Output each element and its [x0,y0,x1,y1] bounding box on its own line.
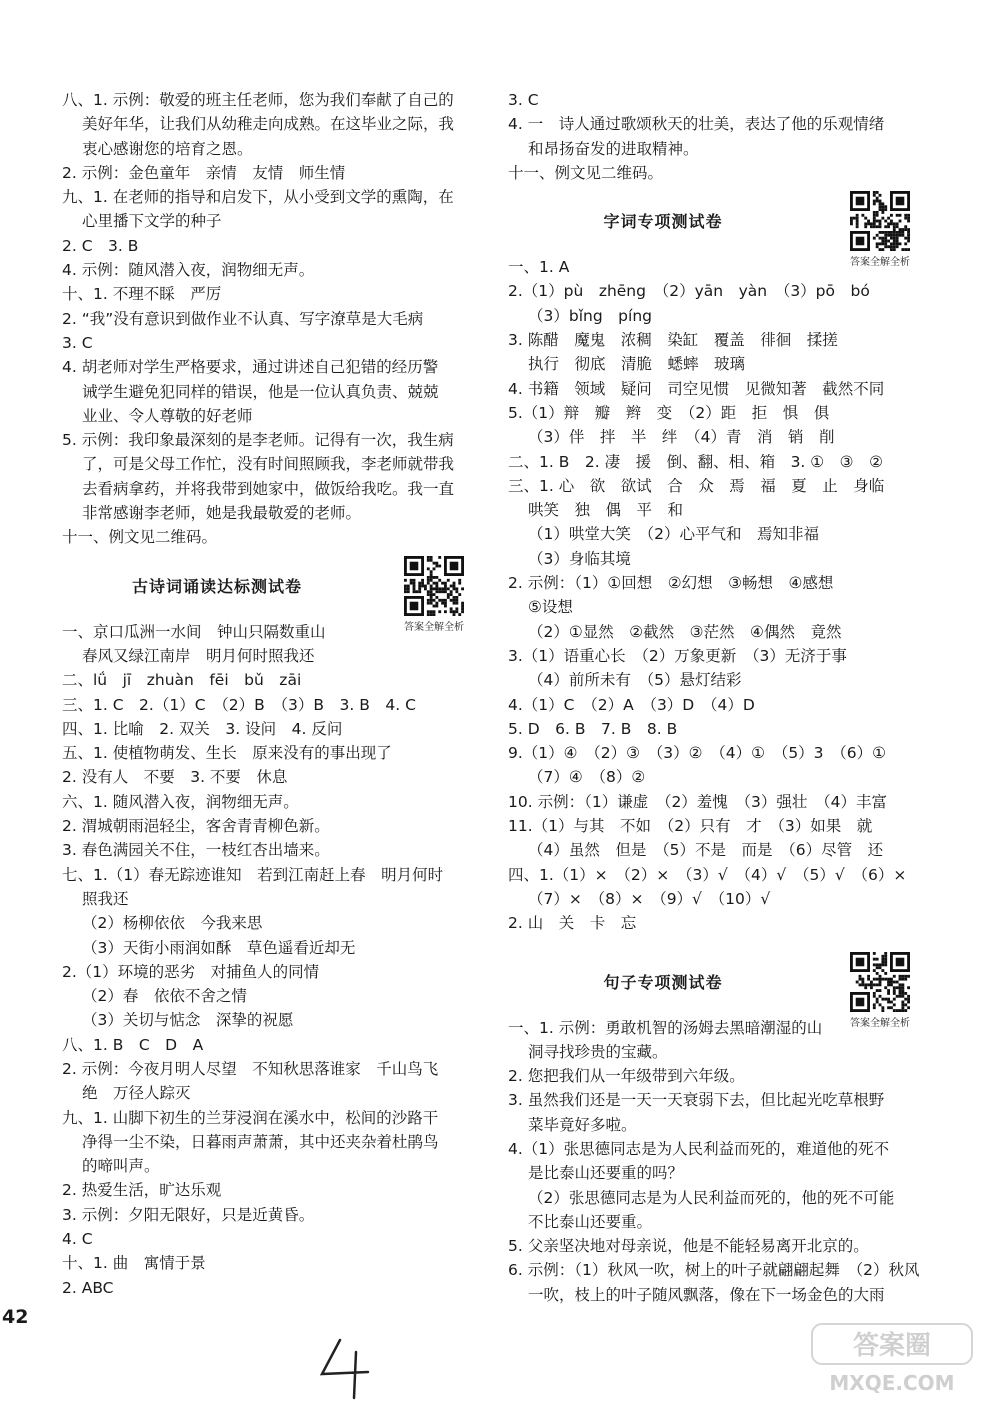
answer-line: 洞寻找珍贵的宝藏。 [528,1042,668,1061]
answer-line: 美好年华，让我们从幼稚走向成熟。在这毕业之际，我 [82,115,455,134]
answer-line: 四、1. 比喻 2. 双关 3. 设问 4. 反问 [62,719,343,738]
answer-line: 2. 您把我们从一年级带到六年级。 [508,1067,745,1086]
answer-line: 十一、例文见二维码。 [62,528,218,547]
answer-line: 五、1. 使植物萌发、生长 原来没有的事出现了 [62,744,392,763]
svg-text:答案圈: 答案圈 [852,1331,932,1361]
answer-line: 照我还 [82,889,129,908]
answer-line: 八、1. B C D A [62,1035,204,1054]
answer-line: 和昂扬奋发的进取精神。 [528,139,699,158]
answer-line: 十、1. 曲 寓情于景 [62,1254,206,1273]
answer-line: 3. 示例：夕阳无限好，只是近黄昏。 [62,1205,315,1224]
answer-line: 9.（1）④ （2）③ （3）② （4）① （5）3 （6）① [508,744,887,763]
answer-line: （1）哄堂大笑 （2）心平气和 焉知非福 [528,525,819,544]
answer-line: 去看病拿药，并将我带到她家中，做饭给我吃。我一直 [82,479,455,498]
answer-line: 六、1. 随风潜入夜，润物细无声。 [62,792,299,811]
answer-line: 净得一尘不染，日暮雨声萧萧，其中还夹杂着杜鹃鸟 [82,1132,439,1151]
answer-line: 业业、令人尊敬的好老师 [82,406,253,425]
answer-line: （2）①显然 ②截然 ③茫然 ④偶然 竟然 [528,622,842,641]
left-answers-part1 [62,88,482,550]
answer-line: 七、1.（1）春无踪迹谁知 若到江南赶上春 明月何时 [62,865,444,884]
answer-line: 心里播下文学的种子 [82,212,222,231]
answer-line: 四、1.（1）× （2）× （3）√ （4）√ （5）√ （6）× [508,865,907,884]
answer-line: 三、1. C 2.（1）C （2）B （3）B 3. B 4. C [62,695,416,714]
answer-line: （7）④ （8）② [528,768,646,787]
answer-line: 绝 万径人踪灭 [82,1084,191,1103]
answer-line: （3）身临其境 [528,549,631,568]
answer-line: 三、1. 心 欲 欲试 合 众 焉 福 夏 止 身临 [508,476,885,495]
answer-line: 春风又绿江南岸 明月何时照我还 [82,646,315,665]
qr-code-icon[interactable] [850,952,910,1012]
handwritten-mark [316,1338,376,1400]
answer-line: 3.（1）语重心长 （2）万象更新 （3）无济于事 [508,646,847,665]
right-answers-part3 [508,1016,928,1308]
answer-line: 5.（1）辩 瓣 辫 变 （2）距 拒 惧 俱 [508,403,830,422]
answer-line: （3）伴 拌 半 绊 （4）青 消 销 削 [528,428,835,447]
answer-line: 八、1. 示例：敬爱的班主任老师，您为我们奉献了自己的 [62,91,454,109]
right-answers-part1 [508,88,928,185]
answer-line: （7）× （8）× （9）√ （10）√ [528,889,771,908]
answer-line: 是比泰山还要重的吗？ [528,1164,684,1183]
answer-line: 2. 渭城朝雨浥轻尘，客舍青青柳色新。 [62,817,330,836]
answer-line: 诫学生避免犯同样的错误，他是一位认真负责、兢兢 [82,382,439,401]
section-title: 字词专项测试卷 [603,212,723,232]
svg-text:MXQE.COM: MXQE.COM [829,1371,955,1395]
answer-line: 2. 没有人 不要 3. 不要 休息 [62,768,288,787]
answer-line: （4）虽然 但是 （5）不是 而是 （6）尽管 还 [528,841,884,860]
answer-line: 2.（1）环境的恶劣 对捕鱼人的同情 [62,962,320,981]
left-column [62,88,482,1300]
answer-line: （4）前所未有 （5）悬灯结彩 [528,671,742,690]
qr-code-icon[interactable] [850,191,910,251]
answer-line: 2.（1）pù zhēng （2）yān yàn （3）pō bó [508,282,870,301]
right-column [508,88,928,1307]
answer-line: 十、1. 不理不睬 严厉 [62,285,222,304]
answer-line: （3）bǐng píng [528,306,652,325]
answer-line: （2）张思德同志是为人民利益而死的，他的死不可能 [528,1188,895,1207]
answer-line: 4. 示例：随风潜入夜，润物细无声。 [62,261,315,280]
answer-line: （3）天街小雨润如酥 草色遥看近却无 [82,938,356,957]
answer-line: 十一、例文见二维码。 [508,163,664,182]
answer-line: 3. C [62,333,93,352]
answer-line: 3. C [508,91,539,109]
answer-line: （3）关切与惦念 深挚的祝愿 [82,1011,294,1030]
left-answers-part2 [62,620,482,1300]
answer-line: 不比泰山还要重。 [528,1212,653,1231]
answer-line: （2）春 依依不舍之情 [82,987,247,1006]
answer-line: 九、1. 在老师的指导和启发下，从小受到文学的熏陶，在 [62,188,454,207]
answer-line: 二、1. B 2. 凄 援 倒、翻、相、箱 3. ① ③ ② [508,452,883,471]
answer-line: 5. 示例：我印象最深刻的是李老师。记得有一次，我生病 [62,431,454,450]
answer-line: 6. 示例：（1）秋风一吹，树上的叶子就翩翩起舞 （2）秋风 [508,1261,920,1280]
answer-line: 2. 山 关 卡 忘 [508,914,637,933]
answer-line: 10. 示例：（1）谦虚 （2）羞愧 （3）强壮 （4）丰富 [508,792,888,811]
answer-line: 5. D 6. B 7. B 8. B [508,719,678,738]
answer-line: 哄笑 独 偶 平 和 [528,501,684,520]
answer-line: 2. 示例：（1）①回想 ②幻想 ③畅想 ④感想 [508,574,834,593]
page-number: 42 [2,1306,29,1328]
answer-line: 3. 春色满园关不住，一枝红杏出墙来。 [62,841,330,860]
qr-label: 答案全解全析 [404,621,464,633]
answer-line: 2. ABC [62,1278,114,1297]
answer-line: 一、1. A [508,258,570,277]
answer-line: 了，可是父母工作忙，没有时间照顾我，李老师就带我 [82,455,455,474]
answer-line: 4.（1）C （2）A （3）D （4）D [508,695,755,714]
answer-line: 4. 一 诗人通过歌颂秋天的壮美，表达了他的乐观情绪 [508,115,885,134]
right-answers-part2 [508,255,928,935]
answer-line: 4. C [62,1230,93,1249]
answer-line: 衷心感谢您的培育之恩。 [82,139,253,158]
answer-line: 九、1. 山脚下初生的兰芽浸润在溪水中，松间的沙路干 [62,1108,439,1127]
qr-code-icon[interactable] [404,556,464,616]
answer-line: 3. 陈醋 魔鬼 浓稠 染缸 覆盖 徘徊 揉搓 [508,331,838,350]
answer-line: 11.（1）与其 不如 （2）只有 才 （3）如果 就 [508,817,873,836]
answer-line: 4. 书籍 领域 疑问 司空见惯 见微知著 截然不同 [508,379,885,398]
answer-line: 4. 胡老师对学生严格要求，通过讲述自己犯错的经历警 [62,358,439,377]
answer-line: 2. 示例：今夜月明人尽望 不知秋思落谁家 千山鸟飞 [62,1059,439,1078]
answer-line: 执行 彻底 清脆 蟋蟀 玻璃 [528,355,746,374]
answer-line: 2. “我”没有意识到做作业不认真、写字潦草是大毛病 [62,309,424,328]
answer-line: （2）杨柳依依 今我来思 [82,914,263,933]
answer-line: 一、1. 示例：勇敢机智的汤姆去黑暗潮湿的山 [508,1018,823,1037]
answer-line: 4.（1）张思德同志是为人民利益而死的，难道他的死不 [508,1139,890,1158]
answer-line: 2. 示例：金色童年 亲情 友情 师生情 [62,163,346,182]
section-title: 古诗词诵读达标测试卷 [131,576,302,596]
answer-line: 5. 父亲坚决地对母亲说，他是不能轻易离开北京的。 [508,1237,869,1256]
answer-line: 2. C 3. B [62,236,139,255]
section-title: 句子专项测试卷 [603,972,723,992]
answer-line: 一吹，枝上的叶子随风飘落，像在下一场金色的大雨 [528,1285,885,1304]
answer-line: 二、lǘ jī zhuàn fēi bǔ zāi [62,671,302,690]
answer-line: 3. 虽然我们还是一天一天衰弱下去，但比起光吃草根野 [508,1091,885,1110]
answer-line: 的啼叫声。 [82,1157,160,1176]
qr-label: 答案全解全析 [850,257,910,269]
answer-line: 菜毕竟好多啦。 [528,1115,637,1134]
watermark-logo [808,1318,978,1398]
answer-line: ⑤设想 [528,598,573,617]
answer-line: 非常感谢李老师，她是我最敬爱的老师。 [82,504,362,523]
answer-line: 2. 热爱生活，旷达乐观 [62,1181,222,1200]
answer-line: 一、京口瓜洲一水间 钟山只隔数重山 [62,622,326,641]
qr-label: 答案全解全析 [850,1017,910,1029]
